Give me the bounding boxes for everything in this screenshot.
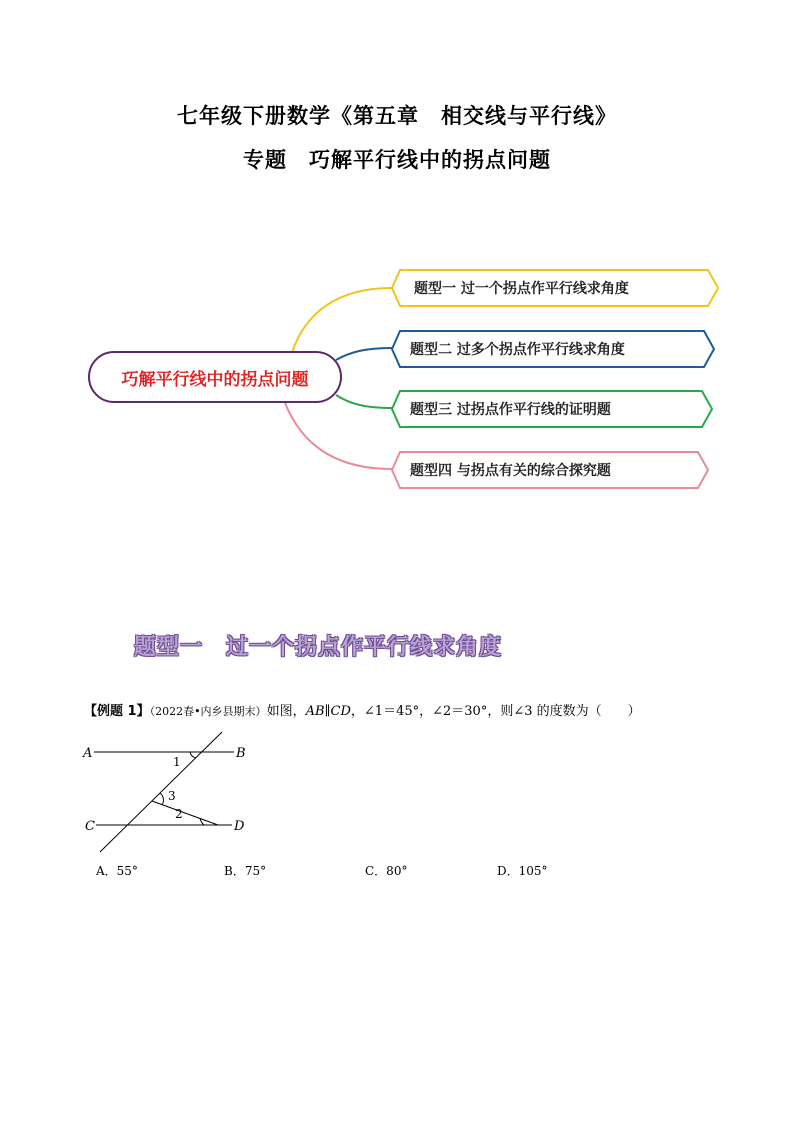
example-text-a: 如图，: [266, 704, 306, 719]
option-b[interactable]: B．75°: [224, 864, 267, 878]
angle-3-arc: [160, 793, 163, 805]
mindmap-branch-4: 题型四 与拐点有关的综合探究题: [410, 463, 611, 479]
example-tag: 【例题 1】: [84, 704, 150, 719]
option-a[interactable]: A．55°: [96, 864, 138, 878]
label-d: D: [234, 819, 245, 834]
example-text-b: ，∠1＝45°，∠2＝30°，则∠3 的度数为（ ）: [350, 704, 641, 719]
option-d[interactable]: D．105°: [497, 864, 548, 878]
transversal: [100, 732, 222, 852]
label-c: C: [85, 819, 95, 834]
label-angle-2: 2: [175, 807, 183, 821]
page-title: 七年级下册数学《第五章 相交线与平行线》: [177, 103, 617, 128]
example-given: AB∥CD: [305, 704, 351, 719]
label-angle-1: 1: [173, 755, 181, 769]
mindmap-branch-2: 题型二 过多个拐点作平行线求角度: [410, 342, 625, 358]
label-a: A: [83, 746, 93, 761]
mindmap-branch-1: 题型一 过一个拐点作平行线求角度: [414, 281, 629, 297]
option-c[interactable]: C．80°: [365, 864, 408, 878]
page-subtitle: 专题 巧解平行线中的拐点问题: [243, 147, 551, 172]
label-angle-3: 3: [168, 789, 176, 803]
section-heading: 题型一 过一个拐点作平行线求角度: [134, 635, 503, 660]
example-source: （2022春•内乡县期末）: [149, 705, 267, 718]
angle-1-arc: [190, 752, 196, 758]
mindmap-root: 巧解平行线中的拐点问题: [88, 351, 342, 403]
label-b: B: [236, 746, 246, 761]
mindmap-branch-3: 题型三 过拐点作平行线的证明题: [410, 402, 611, 418]
